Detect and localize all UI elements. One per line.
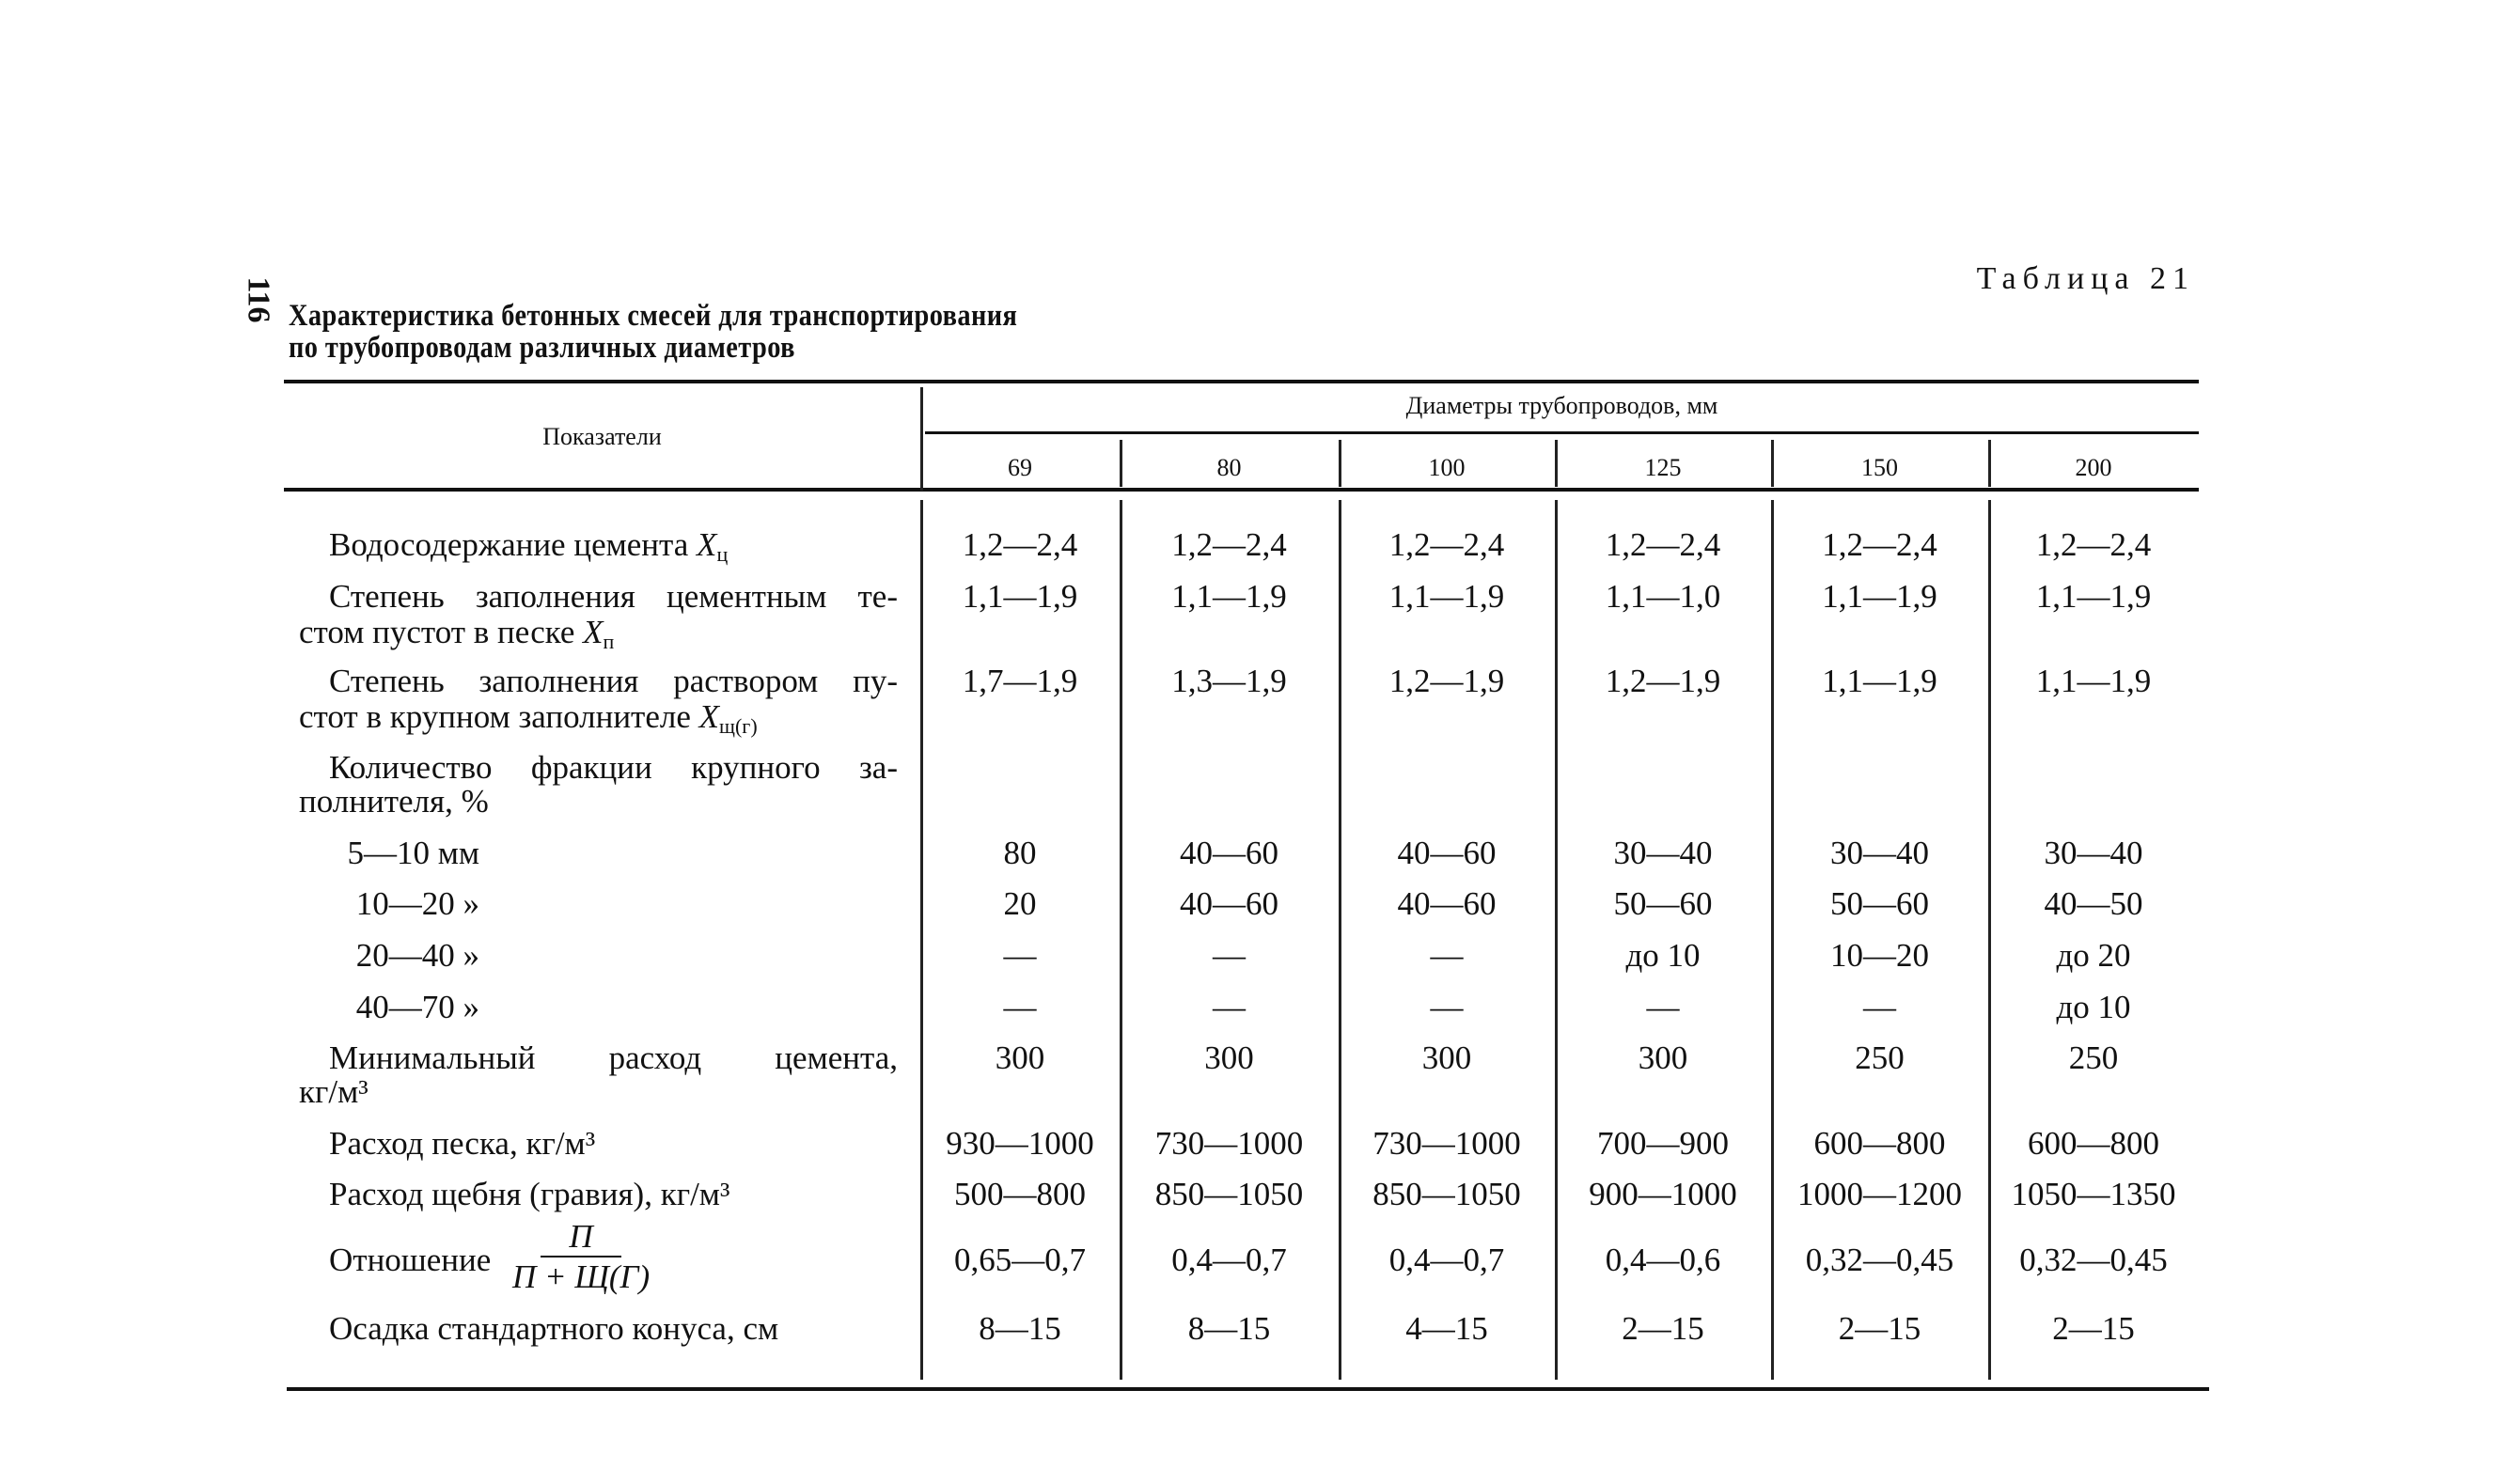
table-cell: — (1003, 937, 1037, 974)
table-cell: 1,2—2,4 (1171, 526, 1287, 563)
row-label-text: Количество фракции крупного за- (329, 749, 898, 786)
table-cell: 0,32—0,45 (2019, 1242, 2168, 1278)
bottom-rule (287, 1387, 2209, 1391)
diameter-header: 100 (1428, 454, 1466, 481)
row-label-text: полнителя, % (299, 783, 489, 820)
row-label (310, 937, 479, 975)
row-label (329, 749, 898, 787)
row-label (299, 698, 758, 745)
row-symbol-subscript: щ(г) (719, 714, 758, 738)
table-cell: 40—60 (1397, 885, 1497, 922)
table-cell: 930—1000 (946, 1125, 1094, 1162)
row-label-text: 40—70 » (355, 989, 479, 1025)
table-cell: — (1213, 989, 1246, 1025)
table-cell: 1,2—2,4 (1605, 526, 1721, 563)
table-cell: 0,32—0,45 (1805, 1242, 1954, 1278)
table-cell: 1,7—1,9 (962, 663, 1078, 699)
table-cell: 1,2—2,4 (2035, 526, 2152, 563)
diameter-header: 150 (1861, 454, 1898, 481)
row-label-text: Минимальный расход цемента, (329, 1039, 898, 1076)
table-cell: до 10 (2056, 989, 2131, 1025)
fraction-denominator: П + Щ(Г) (512, 1258, 651, 1295)
table-cell: до 20 (2056, 937, 2131, 974)
row-label (310, 989, 479, 1026)
table-cell: 8—15 (979, 1310, 1061, 1347)
row-symbol: X (583, 614, 604, 650)
row-label (329, 1176, 729, 1213)
table-cell: 900—1000 (1589, 1176, 1737, 1212)
table-cell: — (1003, 989, 1037, 1025)
table-cell: 1,1—1,9 (1822, 578, 1937, 615)
table-cell: 1050—1350 (2011, 1176, 2176, 1212)
table-cell: 40—60 (1180, 885, 1278, 922)
fraction-numerator: П (541, 1218, 620, 1257)
row-symbol-subscript: п (603, 630, 615, 653)
table-cell: 730—1000 (1372, 1125, 1521, 1162)
row-label (299, 1073, 369, 1111)
table-cell: 850—1050 (1372, 1176, 1521, 1212)
table-cell: 500—800 (954, 1176, 1086, 1212)
row-label (310, 835, 479, 872)
row-label-text: Степень заполнения цементным те- (329, 578, 898, 615)
table-cell: 300 (995, 1039, 1045, 1076)
table-cell: 250 (1855, 1039, 1905, 1076)
table-cell: 600—800 (2028, 1125, 2159, 1162)
row-symbol: X (698, 698, 720, 735)
table-cell: 700—900 (1597, 1125, 1729, 1162)
row-label-text: Отношение (329, 1242, 492, 1278)
table-cell: 50—60 (1613, 885, 1713, 922)
diameter-header: 200 (2075, 454, 2112, 481)
ratio-fraction (512, 1218, 650, 1297)
table-cell: 300 (1204, 1039, 1254, 1076)
table-cell: 850—1050 (1154, 1176, 1304, 1212)
table-cell: 40—50 (2044, 885, 2143, 922)
table-cell: 1,1—1,0 (1605, 578, 1721, 615)
row-label (329, 1125, 595, 1163)
diameter-header: 80 (1216, 454, 1242, 481)
table-cell: — (1430, 989, 1464, 1025)
row-label-text: Расход песка, кг/м³ (329, 1125, 596, 1162)
table-cell: 1000—1200 (1797, 1176, 1962, 1212)
header-bottom-rule (284, 488, 2199, 492)
table-cell: 50—60 (1830, 885, 1929, 922)
table-number: Таблица 21 (1976, 261, 2195, 296)
row-label (329, 1310, 778, 1348)
table-cell: 10—20 (1830, 937, 1929, 974)
table-cell: 2—15 (1622, 1310, 1704, 1347)
table-cell: 0,4—0,7 (1388, 1242, 1505, 1278)
table-cell: 80 (1003, 835, 1037, 871)
table-cell: 250 (2068, 1039, 2119, 1076)
row-label (299, 783, 489, 820)
row-label-text: 10—20 » (355, 885, 479, 922)
table-cell: 730—1000 (1154, 1125, 1304, 1162)
table-cell: 40—60 (1180, 835, 1278, 871)
table-cell: 300 (1421, 1039, 1472, 1076)
row-label-text: Водосодержание цемента (329, 526, 698, 563)
table-cell: 1,2—2,4 (1822, 526, 1937, 563)
table-cell: 2—15 (1838, 1310, 1921, 1347)
top-rule (284, 380, 2199, 383)
table-cell: 20 (1003, 885, 1037, 922)
table-cell: 30—40 (1613, 835, 1713, 871)
row-label-text: Расход щебня (гравия), кг/м³ (329, 1176, 730, 1212)
row-label (329, 526, 728, 573)
table-cell: 1,1—1,9 (2035, 663, 2152, 699)
row-label-text: кг/м³ (299, 1073, 369, 1110)
table-cell: — (1863, 989, 1896, 1025)
table-cell: 40—60 (1397, 835, 1497, 871)
row-label-text: Осадка стандартного конуса, см (329, 1310, 779, 1347)
table-cell: 1,1—1,9 (1388, 578, 1505, 615)
table-cell: 1,1—1,9 (2035, 578, 2152, 615)
table-cell: 1,2—1,9 (1388, 663, 1505, 699)
table-cell: 1,1—1,9 (962, 578, 1078, 615)
table-cell: 30—40 (2044, 835, 2143, 871)
row-label (329, 1039, 898, 1077)
diameter-header: 69 (1008, 454, 1032, 481)
row-label-text: стом пустот в песке (299, 614, 584, 650)
indicators-header: Показатели (542, 423, 662, 450)
row-label (329, 578, 898, 616)
row-label-text: Степень заполнения раствором пу- (329, 663, 898, 699)
table-cell: 4—15 (1405, 1310, 1488, 1347)
table-cell: 600—800 (1813, 1125, 1946, 1162)
diameters-group-header: Диаметры трубопроводов, мм (1405, 392, 1718, 419)
table-cell: 1,1—1,9 (1171, 578, 1287, 615)
table-cell: до 10 (1625, 937, 1701, 974)
row-label (310, 885, 479, 923)
table-cell: — (1646, 989, 1680, 1025)
table-title-line-2: по трубопроводам различных диаметров (289, 331, 795, 365)
row-label-text: стот в крупном заполнителе (299, 698, 699, 735)
table-cell: 0,4—0,6 (1605, 1242, 1721, 1278)
row-symbol: X (697, 526, 717, 563)
header-sub-rule (925, 431, 2199, 434)
table-cell: 8—15 (1187, 1310, 1271, 1347)
page-number: 116 (241, 276, 276, 323)
table-cell: 1,2—2,4 (1388, 526, 1505, 563)
table-cell: 2—15 (2052, 1310, 2135, 1347)
row-label (299, 614, 614, 661)
table-cell: 1,2—2,4 (962, 526, 1078, 563)
table-cell: 1,1—1,9 (1822, 663, 1937, 699)
table-cell: 30—40 (1830, 835, 1929, 871)
table-cell: 1,3—1,9 (1171, 663, 1287, 699)
table-cell: — (1213, 937, 1246, 974)
row-label-text: 5—10 мм (347, 835, 479, 871)
table-cell: — (1430, 937, 1464, 974)
table-title-line-1: Характеристика бетонных смесей для транспортирования (289, 299, 1018, 333)
row-label (329, 663, 898, 700)
table-cell: 1,2—1,9 (1605, 663, 1721, 699)
row-label (329, 1242, 491, 1279)
row-symbol-subscript: ц (716, 542, 729, 566)
table-cell: 0,65—0,7 (954, 1242, 1086, 1278)
table-cell: 0,4—0,7 (1171, 1242, 1287, 1278)
diameter-header: 125 (1644, 454, 1682, 481)
row-label-text: 20—40 » (355, 937, 479, 974)
table-cell: 300 (1638, 1039, 1688, 1076)
